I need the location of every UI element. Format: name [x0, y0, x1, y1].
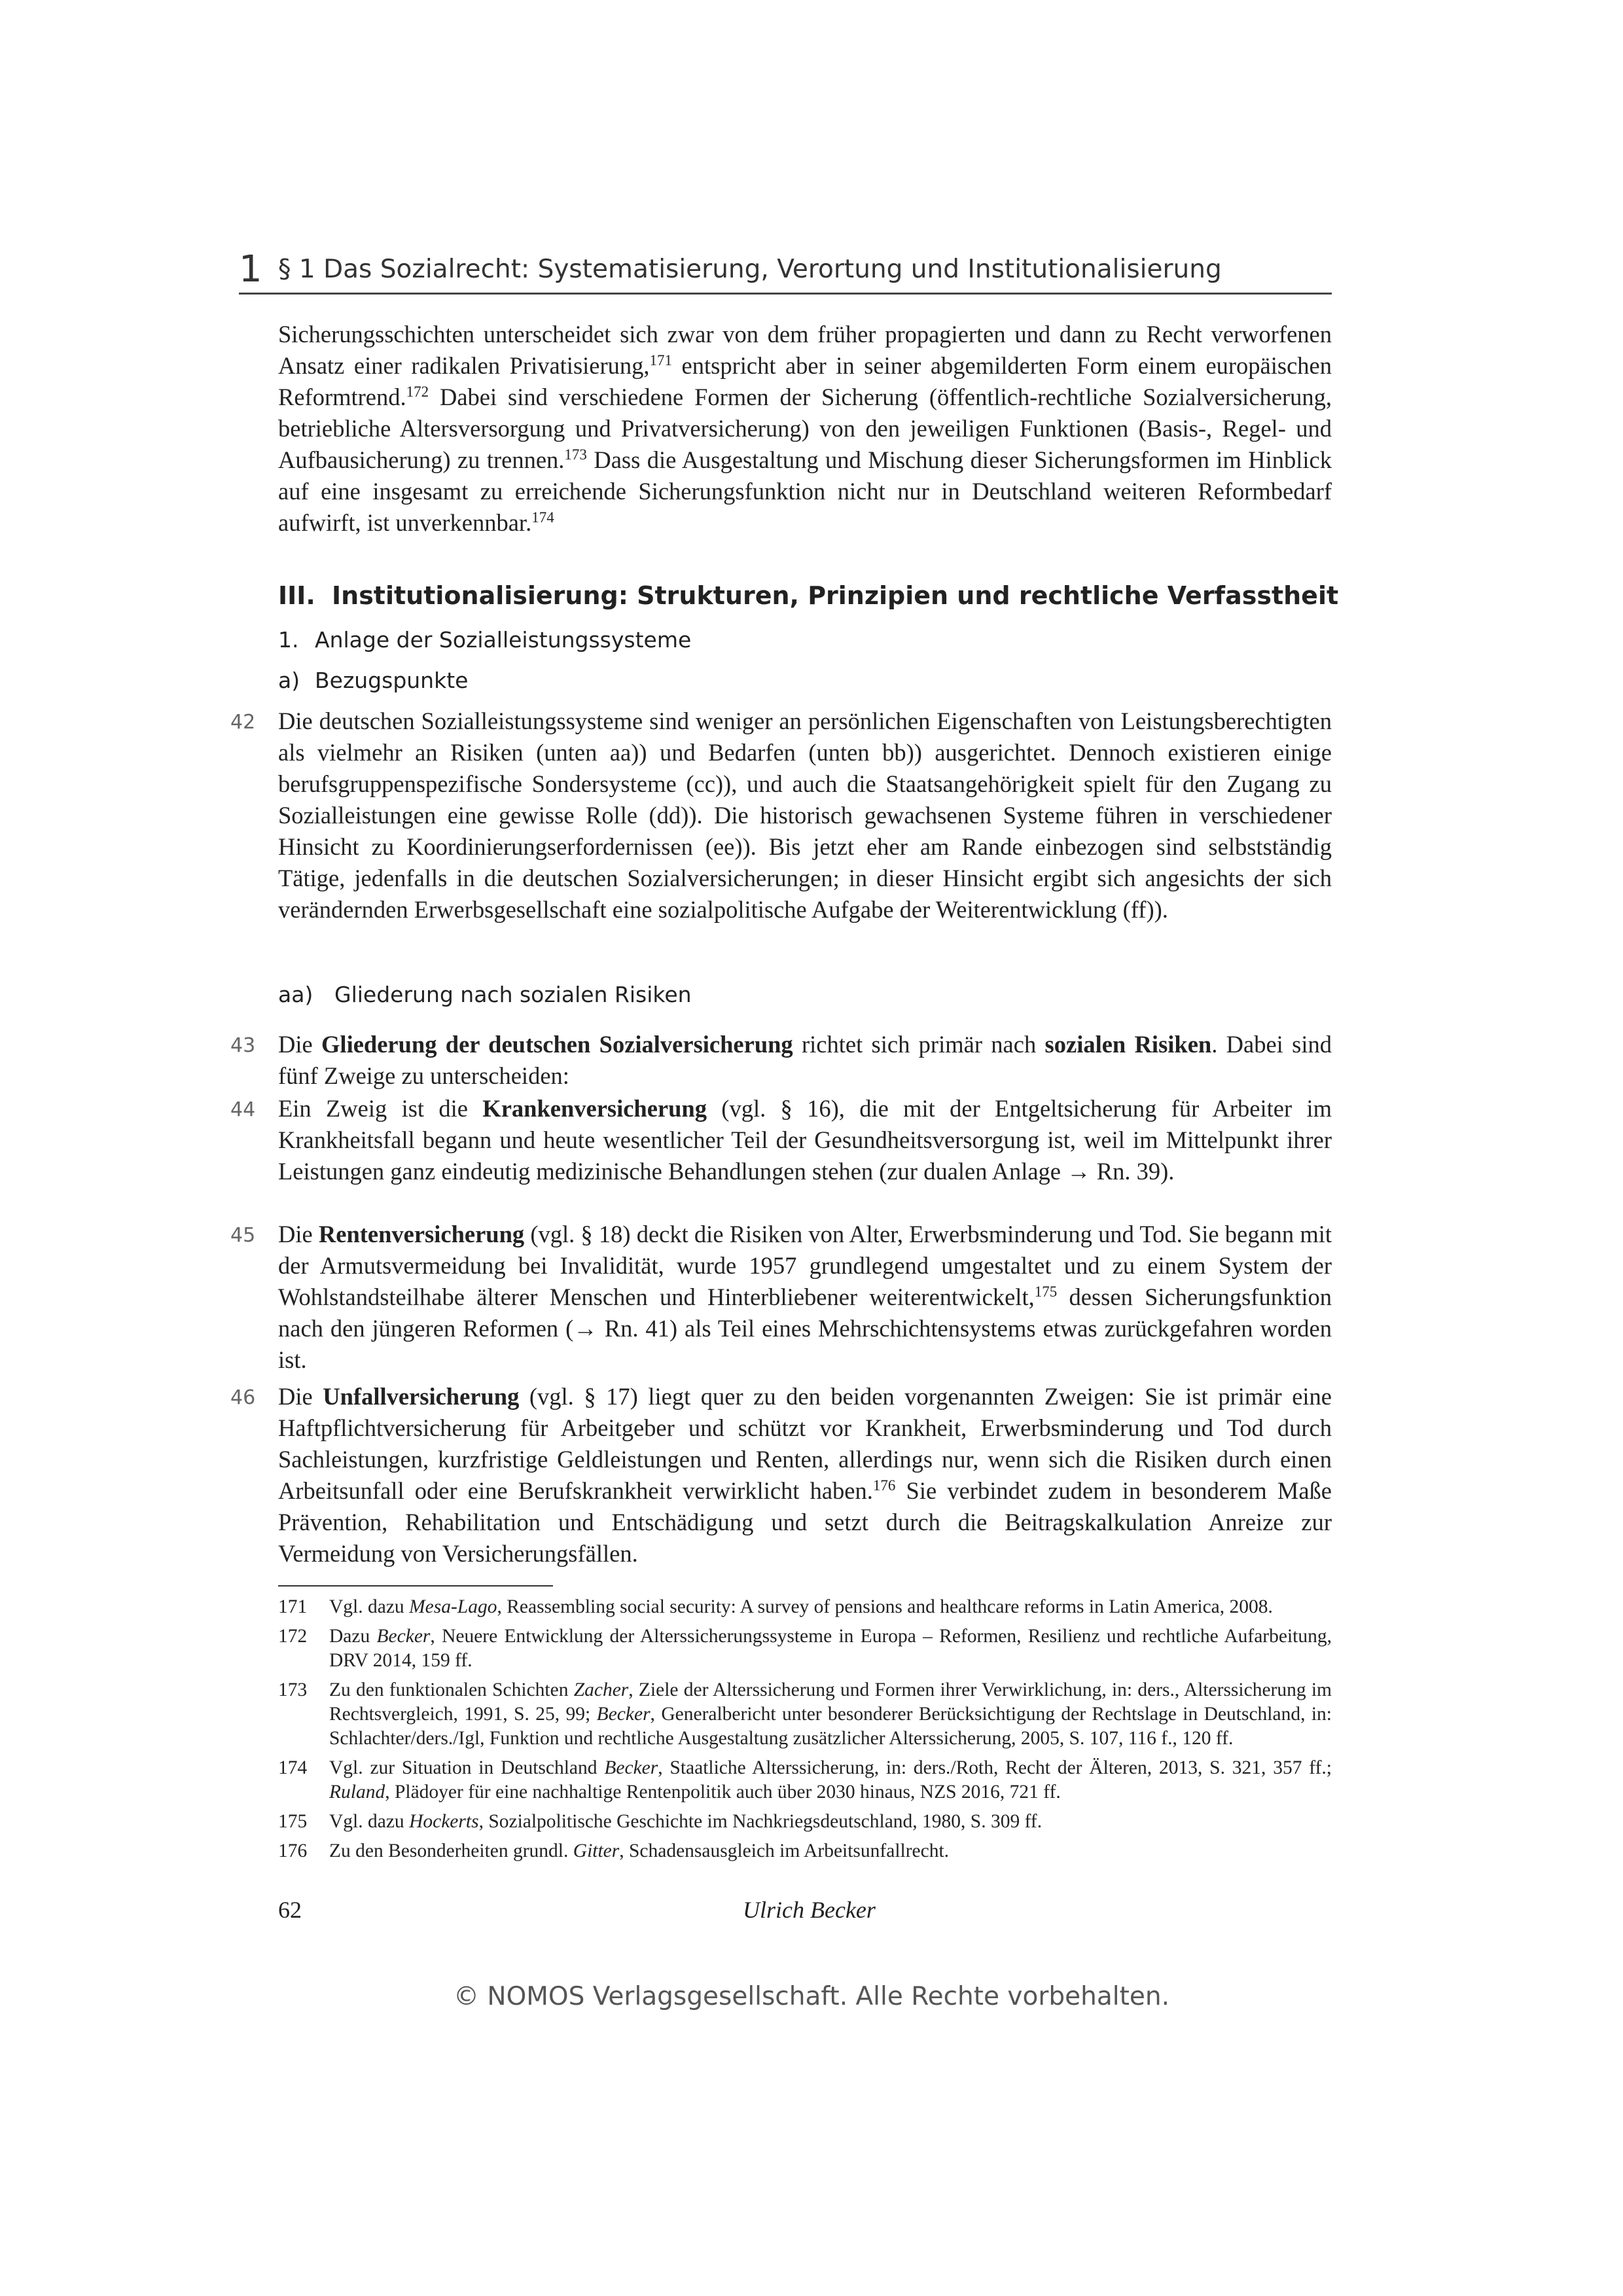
text-run: Dass die Ausgestaltung und Mischung dieser Sicherungsformen im Hinblick auf eine insgesamt zu erreichende Sicherungsfunktion nicht nur in Deutschland weiteren Reformbedarf aufwirft, ist unverkennbar. [278, 446, 1332, 536]
text-run: , Schadensausgleich im Arbeitsunfallrecht. [619, 1840, 950, 1861]
text-run: richtet sich primär nach [793, 1031, 1045, 1058]
margin-number: 45 [230, 1224, 256, 1247]
author-name: Gitter [573, 1840, 620, 1861]
footnote-number: 172 [278, 1626, 308, 1647]
author-name: Mesa-Lago [409, 1596, 497, 1617]
text-run: Dabei sind verschiedene Formen der Sicherung (öffentlich-rechtliche Sozialversicherung, betriebliche Altersversorgung und Privatversicherung) von den jeweiligen Funktionen (Basis-, Regel- und Aufbausicherung) zu trennen. [278, 384, 1332, 473]
footnote-ref[interactable]: 176 [872, 1477, 896, 1494]
footnote-number: 175 [278, 1811, 308, 1832]
text-run: (vgl. § 16), die mit der Entgeltsicherung für Arbeiter im Krankheitsfall begann und heute wesentlicher Teil der Gesundheitsversorgung ist, weil im Mittelpunkt ihrer Leistungen ganz eindeutig medizinische Behandlungen stehen (zur dualen Anlage → Rn. 39). [278, 1095, 1332, 1185]
heading-number: III. [278, 581, 315, 610]
footnote-171 [278, 1595, 1332, 1619]
text-run: , Ziele der Alterssicherung und Formen ihrer Verwirklichung, in: ders., Alterssicherung im Rechtsvergleich, 1991, S. 25, 99; [329, 1679, 1332, 1725]
footnote-ref[interactable]: 171 [649, 351, 673, 368]
text-run: Zu den funktionalen Schichten [329, 1679, 574, 1700]
text-run: Die [278, 1031, 322, 1058]
text-run: dessen Sicherungsfunktion nach den jüngeren Reformen (→ Rn. 41) als Teil eines Mehrschichtensystems etwas zurückgefahren worden ist. [278, 1283, 1332, 1373]
text-run: , Reassembling social security: A survey of pensions and healthcare reforms in Latin America, 2008. [497, 1596, 1273, 1617]
footnote-number: 176 [278, 1840, 308, 1861]
heading-number: a) [278, 668, 300, 693]
margin-number: 43 [230, 1034, 256, 1057]
bold-term: Krankenversicherung [482, 1095, 707, 1122]
paragraph-46 [278, 1381, 1332, 1570]
footnote-separator [278, 1585, 553, 1587]
text-run: Dazu [329, 1626, 377, 1647]
subsection-heading-aa [278, 982, 692, 1007]
heading-text: Anlage der Sozialleistungssysteme [315, 627, 692, 653]
paragraph-42 [278, 706, 1332, 925]
text-run: (vgl. § 18) deckt die Risiken von Alter, Erwerbsminderung und Tod. Sie begann mit der Armutsvermeidung bei Invalidität, wurde 1957 grundlegend umgestaltet und zu einem System der Wohlstandsteilhabe älterer Menschen und Hinterbliebener weiterentwickelt, [278, 1221, 1332, 1310]
text-run: Ein Zweig ist die [278, 1095, 483, 1122]
author-name: Hockerts [409, 1811, 479, 1832]
text-run: Sie verbindet zudem in besonderem Maße Prävention, Rehabilitation und Entschädigung und setzt durch die Beitragskalkulation Anreize zur Vermeidung von Versicherungsfällen. [278, 1477, 1332, 1567]
footnote-176 [278, 1839, 1332, 1863]
copyright-notice: © NOMOS Verlagsgesellschaft. Alle Rechte vorbehalten. [454, 1982, 1169, 2011]
footnotes [278, 1595, 1332, 1869]
heading-text: Institutionalisierung: Strukturen, Prinzipien und rechtliche Verfasstheit [332, 581, 1339, 610]
subsection-heading-a [278, 668, 468, 693]
subsection-heading-1 [278, 627, 691, 653]
bold-term: Rentenversicherung [318, 1221, 525, 1247]
margin-number: 42 [230, 711, 256, 734]
heading-number: 1. [278, 627, 299, 653]
text-run: Die [278, 1221, 319, 1247]
continuation-paragraph [278, 319, 1332, 539]
paragraph-44 [278, 1093, 1332, 1187]
footnote-172 [278, 1624, 1332, 1673]
bold-term: Unfallversicherung [323, 1383, 520, 1410]
text-run: Die deutschen Sozialleistungssysteme sind weniger an persönlichen Eigenschaften von Leistungsberechtigten als vielmehr an Risiken (unten aa)) und Bedarfen (unten bb)) ausgerichtet. Dennoch existieren einige berufsgruppenspezifische Sondersysteme (cc)), und auch die Staatsangehörigkeit spielt für den Zugang zu Sozialleistungen eine gewisse Rolle (dd)). Die historisch gewachsenen Systeme führen in verschiedener Hinsicht zu Koordinierungserfordernissen (ee)). Bis jetzt eher am Rande einbezogen sind selbstständig Tätige, jedenfalls in die deutschen Sozialversicherungen; in dieser Hinsicht ergibt sich angesichts der sich verändernden Erwerbsgesellschaft eine sozialpolitische Aufgabe der Weiterentwicklung (ff)). [278, 708, 1332, 923]
footnote-number: 174 [278, 1757, 308, 1778]
text-run: , Staatliche Alterssicherung, in: ders./Roth, Recht der Älteren, 2013, S. 321, 357 ff.; [658, 1757, 1332, 1778]
footnote-175 [278, 1810, 1332, 1834]
text-run: , Neuere Entwicklung der Alterssicherungssysteme in Europa – Reformen, Resilienz und rechtliche Aufarbeitung, DRV 2014, 159 ff. [329, 1626, 1332, 1671]
text-run: Sicherungsschichten unterscheidet sich zwar von dem früher propagierten und dann zu Recht verworfenen Ansatz einer radikalen Privatisierung, [278, 321, 1332, 379]
section-heading-iii [278, 581, 1338, 610]
text-run: . Dabei sind fünf Zweige zu unterscheiden: [278, 1031, 1332, 1089]
margin-number: 44 [230, 1098, 256, 1121]
footnote-number: 173 [278, 1679, 308, 1700]
paragraph-43 [278, 1029, 1332, 1092]
author-name: Ruland [329, 1782, 385, 1803]
footnote-174 [278, 1756, 1332, 1804]
author-name: Becker [596, 1704, 651, 1725]
footnote-ref[interactable]: 175 [1034, 1283, 1058, 1300]
text-run: Vgl. dazu [329, 1596, 410, 1617]
text-run: Vgl. dazu [329, 1811, 410, 1832]
header-title: § 1 Das Sozialrecht: Systematisierung, Verortung und Institutionalisierung [278, 255, 1222, 284]
heading-text: Bezugspunkte [315, 668, 469, 693]
text-run: Die [278, 1383, 323, 1410]
footnote-ref[interactable]: 174 [531, 509, 554, 526]
page-author: Ulrich Becker [743, 1897, 876, 1923]
text-run: , Plädoyer für eine nachhaltige Rentenpolitik auch über 2030 hinaus, NZS 2016, 721 ff. [385, 1782, 1061, 1803]
margin-number: 46 [230, 1386, 256, 1409]
text-run: entspricht aber in seiner abgemilderten Form einem europäischen Reformtrend. [278, 352, 1332, 410]
footnote-number: 171 [278, 1596, 308, 1617]
author-name: Becker [604, 1757, 658, 1778]
footnote-ref[interactable]: 172 [406, 383, 429, 400]
running-header [239, 245, 1332, 295]
paragraph-45 [278, 1219, 1332, 1376]
bold-term: sozialen Risiken [1044, 1031, 1212, 1058]
text-run: Zu den Besonderheiten grundl. [329, 1840, 573, 1861]
author-name: Becker [376, 1626, 431, 1647]
footnote-173 [278, 1678, 1332, 1751]
author-name: Zacher [573, 1679, 629, 1700]
footnote-ref[interactable]: 173 [564, 446, 587, 463]
text-run: , Generalbericht unter besonderer Berücksichtigung der Rechtslage in Deutschland, in: Schlachter/ders./Igl, Funktion und rechtliche Ausgestaltung zusätzlicher Alterssicherung, 2005, S. 107, 116 f., 120 ff. [329, 1704, 1332, 1749]
text-run: , Sozialpolitische Geschichte im Nachkriegsdeutschland, 1980, S. 309 ff. [478, 1811, 1043, 1832]
chapter-number: 1 [239, 248, 262, 291]
page-number: 62 [278, 1897, 302, 1923]
text-run: (vgl. § 17) liegt quer zu den beiden vorgenannten Zweigen: Sie ist primär eine Haftpflichtversicherung für Arbeitgeber und schützt vor Krankheit, Erwerbsminderung und Tod durch Sachleistungen, kurzfristige Geldleistungen und Renten, allerdings nur, wenn sich die Risiken durch einen Arbeitsunfall oder eine Berufskrankheit verwirklicht haben. [278, 1383, 1332, 1504]
heading-text: Gliederung nach sozialen Risiken [334, 982, 692, 1007]
heading-number: aa) [278, 982, 313, 1007]
bold-term: Gliederung der deutschen Sozialversicherung [321, 1031, 793, 1058]
text-run: Vgl. zur Situation in Deutschland [329, 1757, 605, 1778]
